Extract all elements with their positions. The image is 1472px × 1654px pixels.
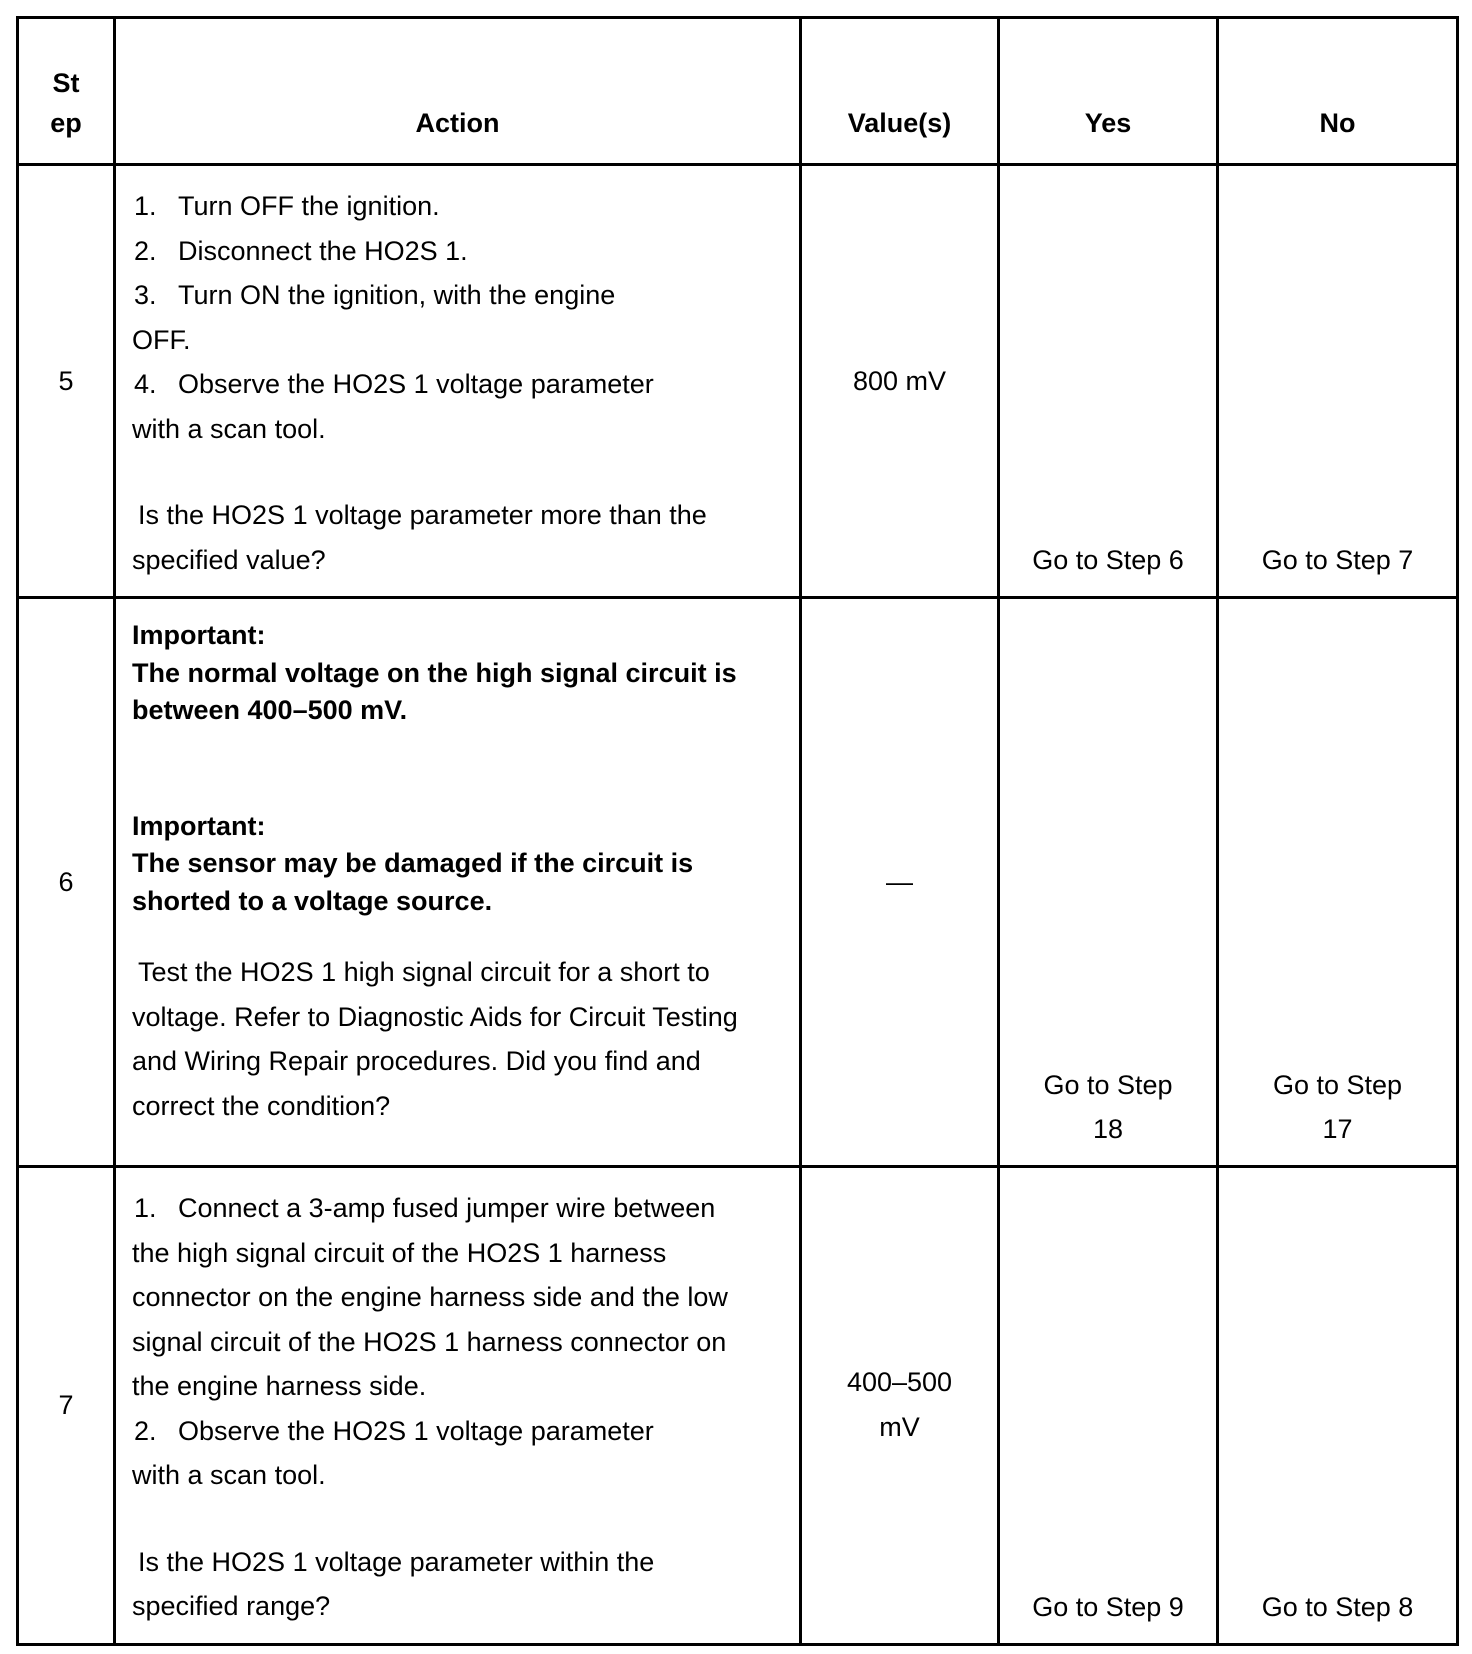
no-cell: Go to Step 7	[1218, 165, 1458, 598]
no-cell: Go to Step 17	[1218, 598, 1458, 1167]
important-label: Important:	[132, 620, 266, 650]
question-text: specified value?	[132, 544, 326, 575]
diagnostic-table	[16, 16, 1459, 1646]
test-text: Test the HO2S 1 high signal circuit for a short to	[138, 957, 710, 987]
header-yes: Yes	[999, 18, 1218, 165]
step-number: 7	[18, 1167, 115, 1645]
test-text: correct the condition?	[132, 1090, 391, 1121]
question-text: specified range?	[132, 1591, 331, 1621]
value-cell: 800 mV	[801, 165, 999, 598]
action-item: 1. Connect a 3-amp fused jumper wire between	[134, 1193, 716, 1223]
yes-cell: Go to Step 9	[999, 1167, 1218, 1645]
step-number: 6	[18, 598, 115, 1167]
important-note: Important: The normal voltage on the high signal circuit is between 400–500 mV.	[132, 617, 785, 730]
action-cell	[115, 598, 801, 1167]
action-item: 2. Disconnect the HO2S 1.	[134, 235, 468, 266]
header-row	[18, 18, 1458, 165]
header-step-line2: ep	[50, 108, 82, 138]
header-values: Value(s)	[801, 18, 999, 165]
action-item: 2. Observe the HO2S 1 voltage parameter	[134, 1415, 654, 1446]
header-no: No	[1218, 18, 1458, 165]
table-row-step-7	[18, 1167, 1458, 1645]
action-item-continued: with a scan tool.	[132, 413, 326, 444]
yes-cell: Go to Step 6	[999, 165, 1218, 598]
important-note: Important: The sensor may be damaged if the circuit is shorted to a voltage source.	[132, 808, 785, 921]
action-cell: 1. Connect a 3-amp fused jumper wire between the high signal circuit of the HO2S 1 harness connector on the engine harness side and the low signal circuit of the HO2S 1 harness connector on the engine harness side. 2. Observe the HO2S 1 voltage parameter with a scan tool. Is the HO2S 1 voltage parameter within the specified range?	[115, 1167, 801, 1645]
question-text: Is the HO2S 1 voltage parameter more than the	[138, 500, 707, 530]
question-text: Is the HO2S 1 voltage parameter within the	[138, 1546, 655, 1577]
table-row-step-6	[18, 598, 1458, 1167]
test-text: and Wiring Repair procedures. Did you find and	[132, 1046, 701, 1076]
table-row-step-5	[18, 165, 1458, 598]
header-step	[18, 18, 115, 165]
action-item: 3. Turn ON the ignition, with the engine	[134, 280, 616, 310]
yes-cell: Go to Step 18	[999, 598, 1218, 1167]
no-value-dash: —	[886, 866, 913, 897]
action-item-continued: OFF.	[132, 324, 191, 355]
important-label: Important:	[132, 810, 266, 841]
action-cell	[115, 165, 801, 598]
action-item: 1. Turn OFF the ignition.	[134, 191, 440, 221]
value-cell: 400–500 mV	[801, 1167, 999, 1645]
action-item: 4. Observe the HO2S 1 voltage parameter	[134, 369, 654, 399]
test-text: voltage. Refer to Diagnostic Aids for Circuit Testing	[132, 1001, 738, 1032]
header-action: Action	[115, 18, 801, 165]
no-cell: Go to Step 8	[1218, 1167, 1458, 1645]
step-number: 5	[18, 165, 115, 598]
header-step-line1: St	[52, 68, 80, 98]
value-cell	[801, 598, 999, 1167]
